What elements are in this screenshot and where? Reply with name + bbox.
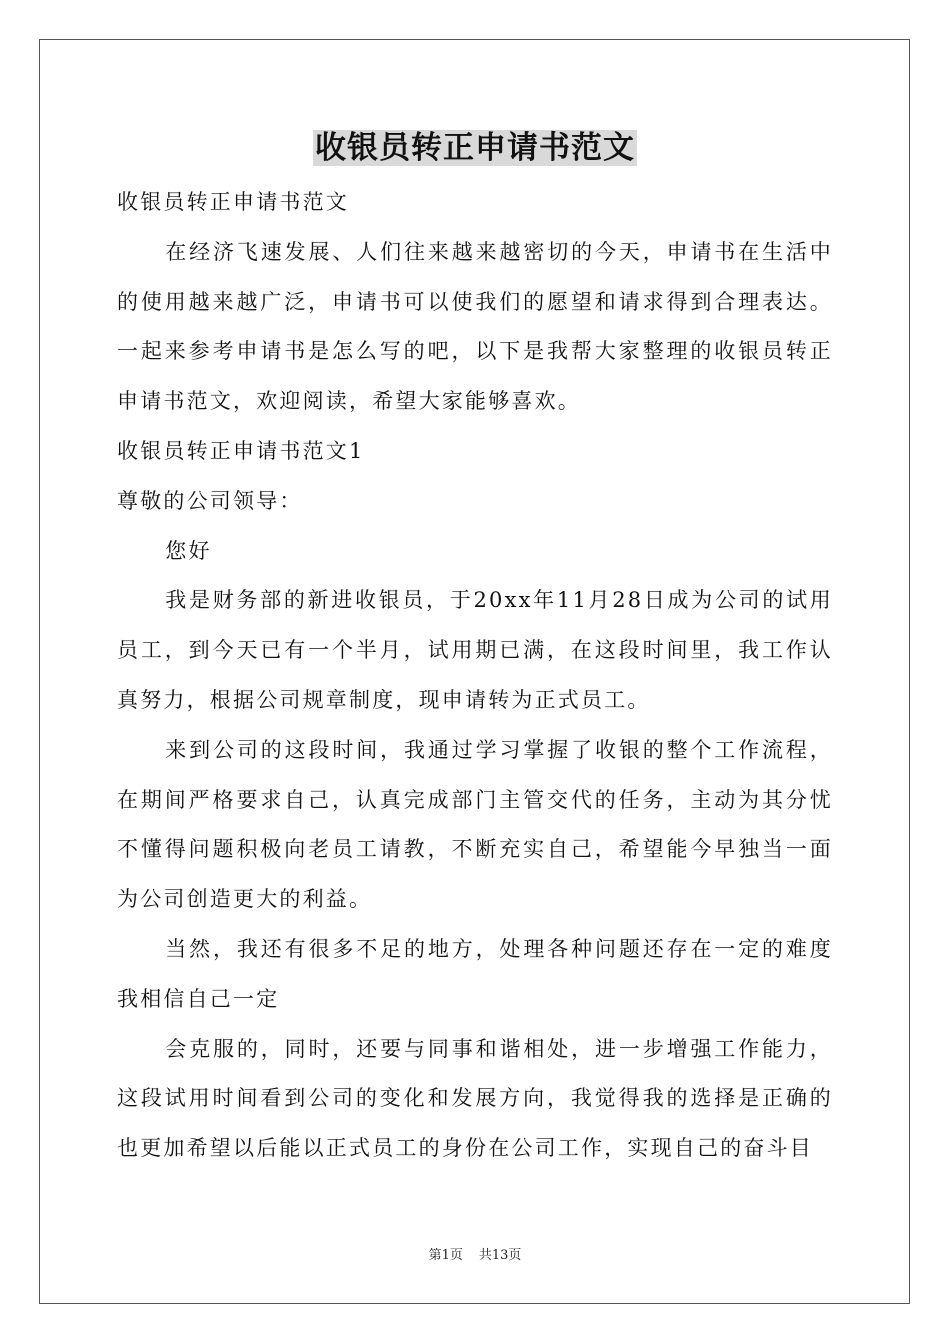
document-title bbox=[0, 126, 950, 170]
page-number: 第1页 bbox=[428, 1248, 463, 1263]
paragraph: 当然，我还有很多不足的地方，处理各种问题还存在一定的难度我相信自己一定 bbox=[117, 936, 833, 1011]
page-total: 共13页 bbox=[478, 1248, 522, 1263]
paragraph: 来到公司的这段时间，我通过学习掌握了收银的整个工作流程，在期间严格要求自己，认真完成部门主管交代的任务，主动为其分忧不懂得问题积极向老员工请教，不断充实自己，希望能今早独当一面为公司创造更大的利益。 bbox=[117, 737, 833, 912]
paragraph: 收银员转正申请书范文1 bbox=[117, 438, 365, 463]
document-body bbox=[117, 178, 833, 1174]
paragraph: 尊敬的公司领导： bbox=[117, 488, 303, 513]
page-footer bbox=[0, 1247, 950, 1265]
paragraph: 收银员转正申请书范文 bbox=[117, 190, 349, 214]
document-title-text: 收银员转正申请书范文 bbox=[315, 130, 635, 166]
paragraph: 会克服的，同时，还要与同事和谐相处，进一步增强工作能力，这段试用时间看到公司的变化和发展方向，我觉得我的选择是正确的也更加希望以后能以正式员工的身份在公司工作，实现自己的奋斗目 bbox=[117, 1036, 833, 1161]
paragraph: 在经济飞速发展、人们往来越来越密切的今天，申请书在生活中的使用越来越广泛，申请书可以使我们的愿望和请求得到合理表达。一起来参考申请书是怎么写的吧，以下是我帮大家整理的收银员转正申请书范文，欢迎阅读，希望大家能够喜欢。 bbox=[117, 239, 833, 414]
paragraph: 我是财务部的新进收银员，于20xx年11月28日成为公司的试用员工，到今天已有一个半月，试用期已满，在这段时间里，我工作认真努力，根据公司规章制度，现申请转为正式员工。 bbox=[117, 588, 833, 712]
paragraph: 您好 bbox=[165, 538, 212, 563]
